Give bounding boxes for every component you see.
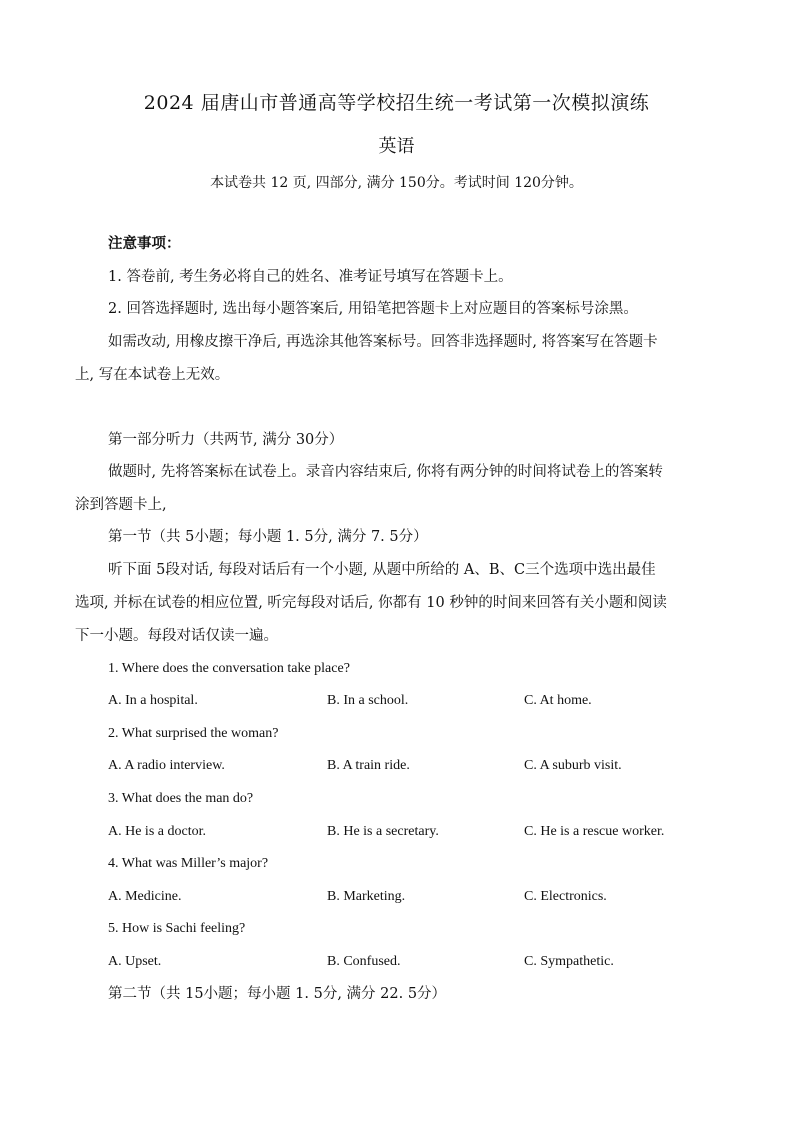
question-1-option-b: B. In a school. (327, 693, 409, 708)
exam-info: 本试卷共 12 页, 四部分, 满分 150分。考试时间 120分钟。 (210, 175, 583, 191)
question-5-option-a: A. Upset. (108, 954, 162, 969)
question-1-option-c: C. At home. (524, 693, 592, 708)
question-2-option-b: B. A train ride. (327, 758, 410, 773)
question-3-option-c: C. He is a rescue worker. (524, 824, 665, 839)
question-4-option-c: C. Electronics. (524, 889, 607, 904)
question-3-option-b: B. He is a secretary. (327, 824, 439, 839)
exam-subject: 英语 (378, 136, 415, 157)
question-3-option-a: A. He is a doctor. (108, 824, 206, 839)
question-4-option-a: A. Medicine. (108, 889, 182, 904)
question-1-option-a: A. In a hospital. (108, 693, 198, 708)
question-2: 2. What surprised the woman? (108, 726, 279, 741)
section2-heading: 第二节（共 15小题；每小题 1. 5分, 满分 22. 5分） (108, 986, 447, 1002)
question-4: 4. What was Miller’s major? (108, 856, 269, 871)
section1-instruction-line-2: 选项, 并标在试卷的相应位置, 听完每段对话后, 你都有 10 秒钟的时间来回答有关小题和阅读 (75, 595, 667, 611)
notes-heading: 注意事项： (108, 235, 181, 252)
question-3: 3. What does the man do? (108, 791, 254, 806)
notes-item-1: 1. 答卷前, 考生务必将自己的姓名、准考证号填写在答题卡上。 (108, 269, 513, 285)
question-5: 5. How is Sachi feeling? (108, 921, 246, 936)
question-2-option-a: A. A radio interview. (108, 758, 225, 773)
part1-instruction-line-1: 做题时, 先将答案标在试卷上。录音内容结束后, 你将有两分钟的时间将试卷上的答案转 (108, 464, 663, 480)
question-1: 1. Where does the conversation take place? (108, 661, 350, 676)
part1-instruction-line-2: 涂到答题卡上, (75, 497, 167, 513)
question-4-option-b: B. Marketing. (327, 889, 406, 904)
exam-title: 2024 届唐山市普通高等学校招生统一考试第一次模拟演练 (143, 92, 650, 114)
part1-heading: 第一部分听力（共两节, 满分 30分） (108, 432, 344, 448)
notes-item-3-line-1: 如需改动, 用橡皮擦干净后, 再选涂其他答案标号。回答非选择题时, 将答案写在答题卡 (108, 334, 658, 350)
question-2-option-c: C. A suburb visit. (524, 758, 622, 773)
notes-item-2: 2. 回答选择题时, 选出每小题答案后, 用铅笔把答题卡上对应题目的答案标号涂黑。 (108, 301, 638, 317)
section1-instruction-line-1: 听下面 5段对话, 每段对话后有一个小题, 从题中所给的 A、B、C三个选项中选出最佳 (108, 562, 656, 578)
question-5-option-b: B. Confused. (327, 954, 401, 969)
section1-instruction-line-3: 下一小题。每段对话仅读一遍。 (75, 628, 278, 644)
question-5-option-c: C. Sympathetic. (524, 954, 614, 969)
notes-item-3-line-2: 上, 写在本试卷上无效。 (75, 367, 230, 383)
section1-heading: 第一节（共 5小题；每小题 1. 5分, 满分 7. 5分） (108, 529, 428, 545)
